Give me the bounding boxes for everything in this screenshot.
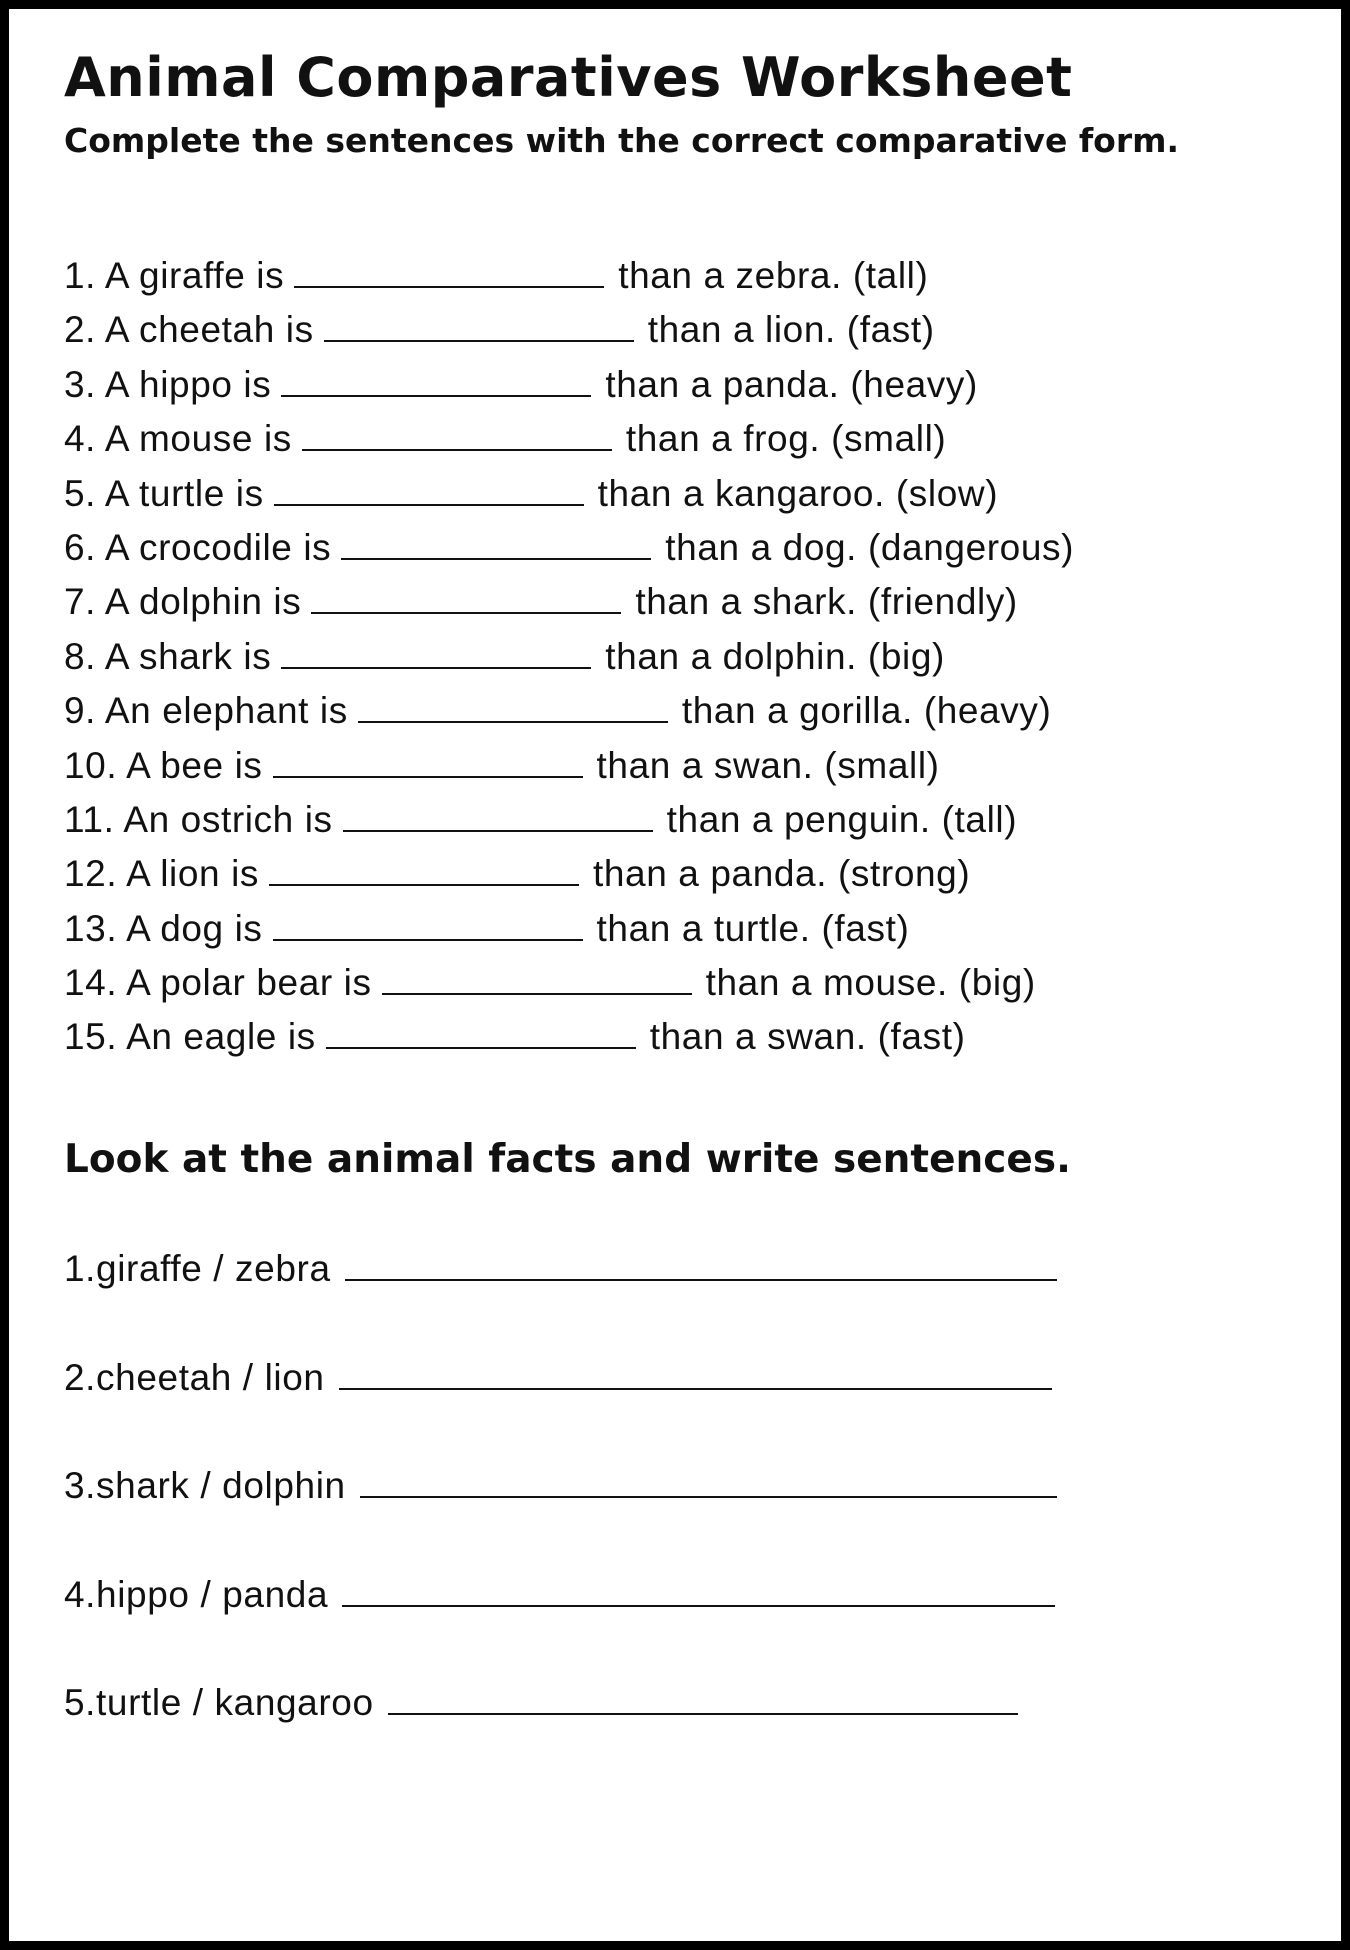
question-prompt: 6. A crocodile is [64,526,332,568]
question-14 [64,956,1074,1010]
question-hint: than a frog. (small) [625,418,947,460]
answer-blank[interactable] [281,641,591,669]
sentence-answer-line[interactable] [345,1249,1057,1281]
sentence-item-5 [64,1673,1057,1782]
sentence-answer-line[interactable] [360,1466,1057,1498]
animal-pair-label: 5.turtle / kangaroo [64,1682,374,1723]
question-hint: than a turtle. (fast) [596,907,910,949]
question-prompt: 2. A cheetah is [64,309,314,351]
question-1 [64,249,1074,303]
question-hint: than a lion. (fast) [647,309,935,351]
animal-pair-label: 3.shark / dolphin [64,1465,346,1506]
question-hint: than a panda. (strong) [593,853,971,895]
answer-blank[interactable] [294,260,604,288]
question-hint: than a panda. (heavy) [605,363,978,405]
question-hint: than a swan. (small) [596,744,940,786]
question-prompt: 14. A polar bear is [64,962,372,1004]
animal-pair-label: 1.giraffe / zebra [64,1248,331,1289]
question-4 [64,412,1074,466]
question-hint: than a dolphin. (big) [605,635,945,677]
question-prompt: 12. A lion is [64,853,259,895]
question-hint: than a dog. (dangerous) [665,526,1075,568]
section-heading-animal-facts: Look at the animal facts and write sentences. [64,1137,1071,1182]
answer-blank[interactable] [274,478,584,506]
animal-pair-label: 4.hippo / panda [64,1573,329,1615]
answer-blank[interactable] [302,423,612,451]
answer-blank[interactable] [326,1021,636,1049]
worksheet-instructions: Complete the sentences with the correct comparative form. [64,121,1180,160]
question-3 [64,358,1074,412]
question-13 [64,902,1074,956]
question-8 [64,630,1074,684]
question-hint: than a swan. (fast) [649,1016,966,1058]
answer-blank[interactable] [358,695,668,723]
question-prompt: 1. A giraffe is [64,255,285,296]
question-hint: than a penguin. (tall) [666,798,1018,840]
question-12 [64,847,1074,901]
question-hint: than a mouse. (big) [705,962,1036,1004]
question-15 [64,1010,1074,1064]
question-prompt: 7. A dolphin is [64,581,302,623]
answer-blank[interactable] [311,586,621,614]
question-prompt: 15. An eagle is [64,1016,316,1058]
question-hint: than a zebra. (tall) [618,255,929,296]
answer-blank[interactable] [341,532,651,560]
comparative-questions-list [64,249,1074,1065]
sentence-item-3 [64,1456,1057,1565]
question-hint: than a shark. (friendly) [635,581,1018,623]
answer-blank[interactable] [382,967,692,995]
answer-blank[interactable] [269,858,579,886]
question-hint: than a kangaroo. (slow) [597,472,999,514]
question-prompt: 10. A bee is [64,744,263,786]
sentence-item-2 [64,1348,1057,1457]
answer-blank[interactable] [273,750,583,778]
answer-blank[interactable] [343,804,653,832]
question-prompt: 4. A mouse is [64,418,292,460]
sentence-item-1 [64,1239,1057,1348]
question-2 [64,303,1074,357]
question-9 [64,684,1074,738]
question-prompt: 11. An ostrich is [64,798,333,840]
question-prompt: 5. A turtle is [64,472,264,514]
question-prompt: 9. An elephant is [64,690,348,732]
question-hint: than a gorilla. (heavy) [681,690,1052,732]
question-7 [64,575,1074,629]
answer-blank[interactable] [281,369,591,397]
animal-pair-label: 2.cheetah / lion [64,1356,325,1398]
sentence-writing-list [64,1239,1057,1782]
answer-blank[interactable] [324,314,634,342]
sentence-answer-line[interactable] [339,1358,1052,1390]
answer-blank[interactable] [273,913,583,941]
sentence-item-4 [64,1565,1057,1674]
sentence-answer-line[interactable] [342,1575,1055,1607]
worksheet-title: Animal Comparatives Worksheet [64,46,1073,109]
question-prompt: 3. A hippo is [64,363,272,405]
question-5 [64,467,1074,521]
question-6 [64,521,1074,575]
question-10 [64,739,1074,793]
sentence-answer-line[interactable] [388,1683,1018,1715]
question-11 [64,793,1074,847]
question-prompt: 13. A dog is [64,907,263,949]
question-prompt: 8. A shark is [64,635,272,677]
